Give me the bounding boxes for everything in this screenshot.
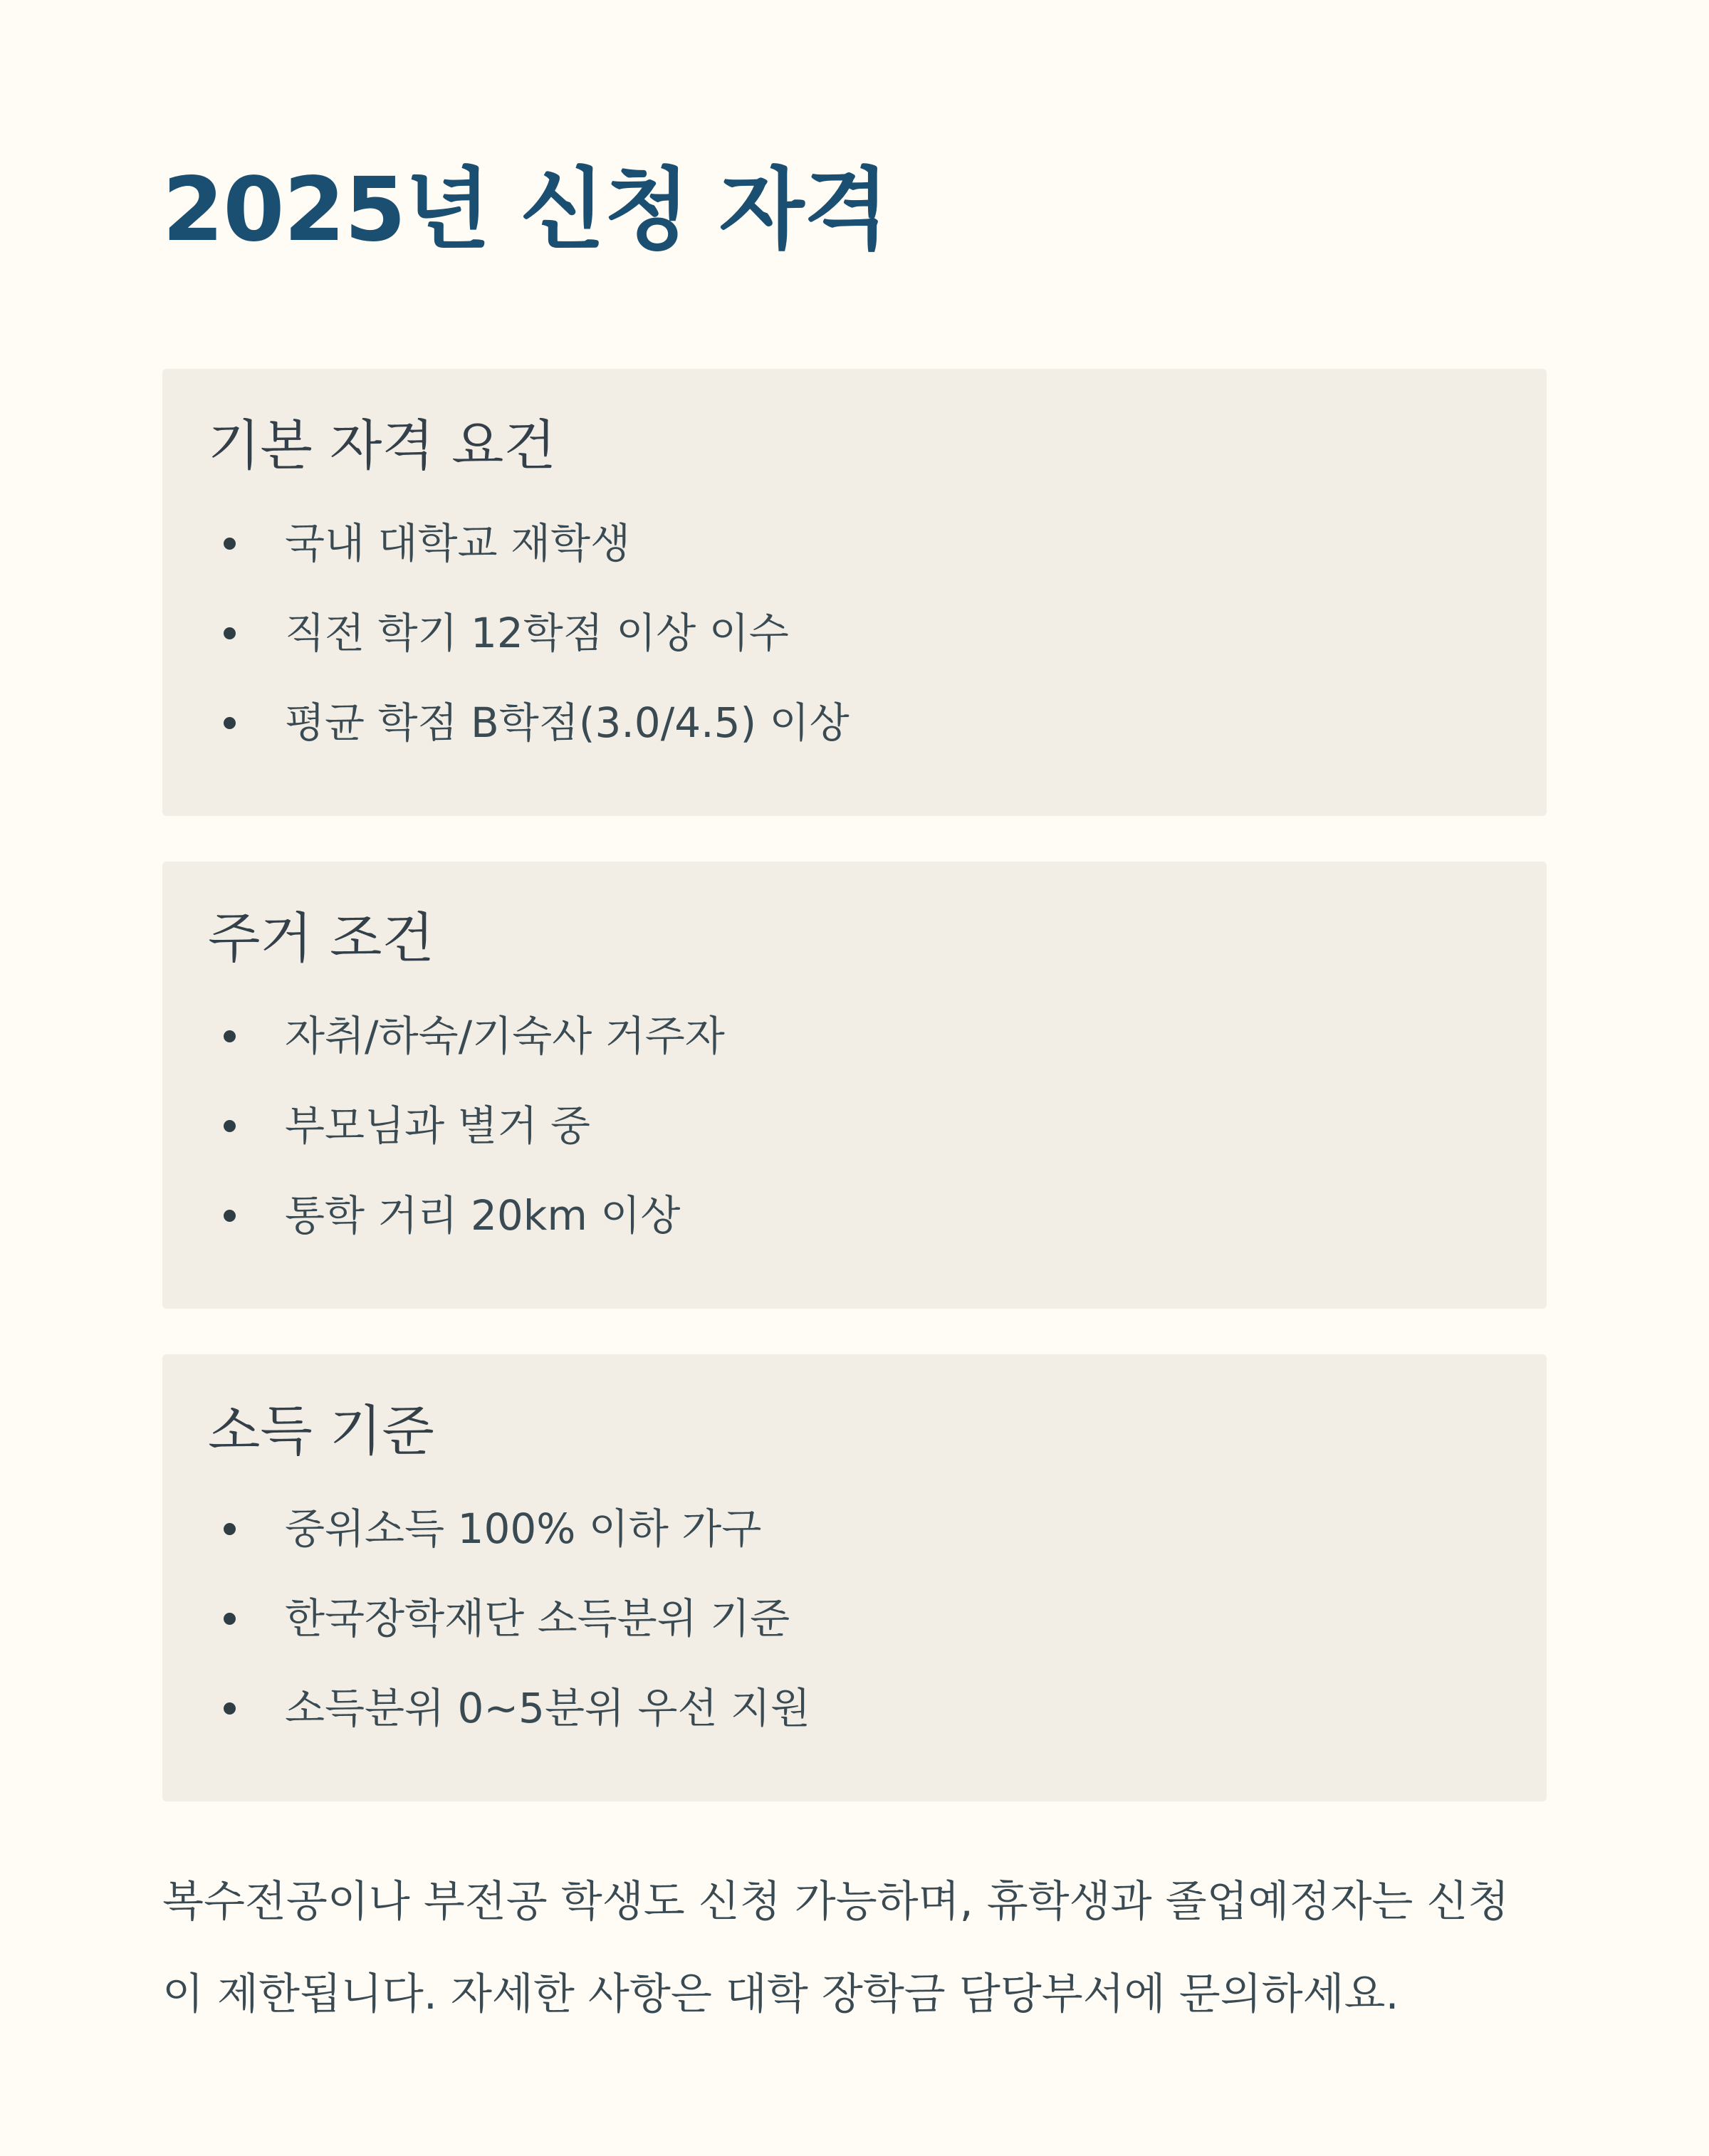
list-item — [208, 678, 1501, 768]
list-item-text: 자취/하숙/기숙사 거주자 — [285, 1012, 725, 1060]
list-item — [208, 1574, 1501, 1663]
list-item-text: 부모님과 별거 중 — [285, 1101, 591, 1150]
list-item-text: 한국장학재단 소득분위 기준 — [285, 1594, 790, 1643]
bullet-icon — [224, 1523, 236, 1535]
requirement-list — [208, 991, 1501, 1260]
requirement-list — [208, 498, 1501, 768]
list-item — [208, 1663, 1501, 1753]
section-title: 주거 조건 — [208, 906, 434, 970]
list-item — [208, 498, 1501, 588]
list-item-text: 직전 학기 12학점 이상 이수 — [285, 609, 789, 657]
list-item-text: 중위소득 100% 이하 가구 — [285, 1505, 762, 1553]
list-item — [208, 991, 1501, 1081]
bullet-icon — [224, 627, 236, 639]
list-item-text: 통학 거리 20km 이상 — [285, 1191, 681, 1240]
bullet-icon — [224, 1210, 236, 1222]
bullet-icon — [224, 538, 236, 550]
list-item — [208, 1171, 1501, 1260]
list-item — [208, 1484, 1501, 1574]
section-income-criteria — [162, 1354, 1547, 1801]
bullet-icon — [224, 1613, 236, 1625]
requirement-list — [208, 1484, 1501, 1753]
section-title: 기본 자격 요건 — [208, 414, 556, 477]
bullet-icon — [224, 1030, 236, 1042]
section-residence-conditions — [162, 862, 1547, 1309]
page-title: 2025년 신청 자격 — [162, 159, 889, 261]
list-item — [208, 1081, 1501, 1171]
list-item-text: 평균 학점 B학점(3.0/4.5) 이상 — [285, 698, 850, 747]
bullet-icon — [224, 1120, 236, 1132]
bullet-icon — [224, 717, 236, 729]
footnote: 복수전공이나 부전공 학생도 신청 가능하며, 휴학생과 졸업예정자는 신청이 제한됩니다. 자세한 사항은 대학 장학금 담당부서에 문의하세요. — [162, 1877, 1510, 2019]
list-item-text: 소득분위 0~5분위 우선 지원 — [285, 1684, 810, 1732]
list-item — [208, 588, 1501, 678]
bullet-icon — [224, 1702, 236, 1715]
section-basic-requirements — [162, 369, 1547, 816]
section-title: 소득 기준 — [208, 1399, 434, 1462]
list-item-text: 국내 대학교 재학생 — [285, 519, 631, 567]
